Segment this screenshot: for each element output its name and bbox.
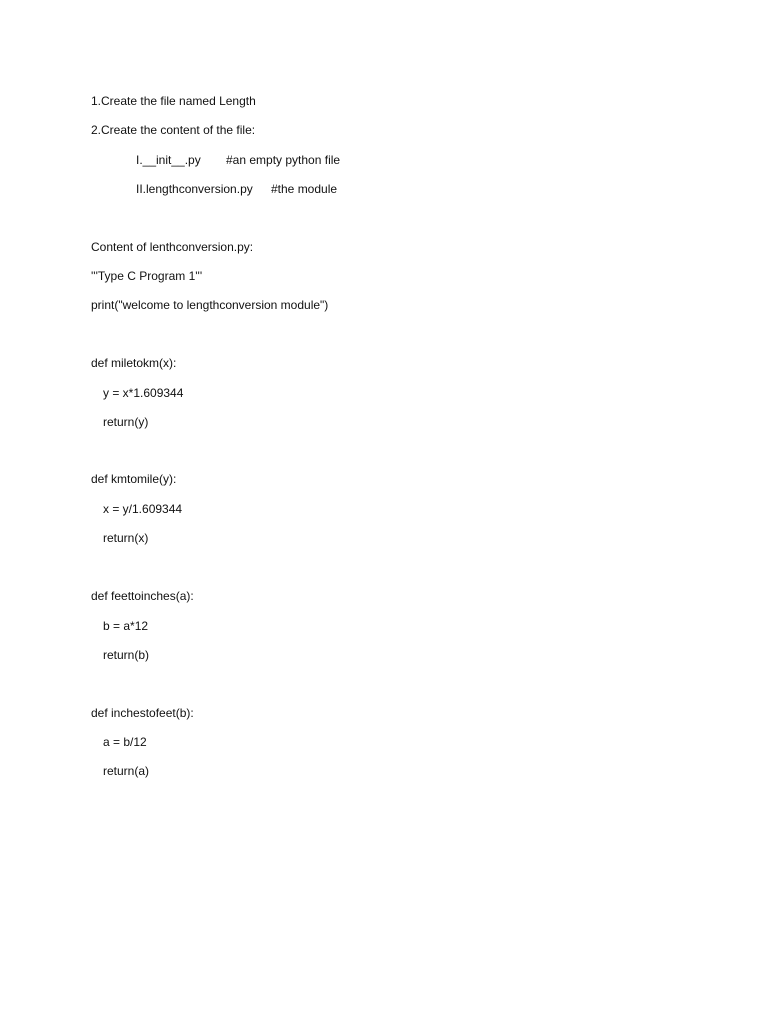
function-def-feettoinches: def feettoinches(a):: [91, 589, 194, 603]
print-statement: print("welcome to lengthconversion module"): [91, 298, 329, 312]
function-def-miletokm: def miletokm(x):: [91, 356, 177, 370]
file-1-comment: #an empty python file: [226, 153, 341, 167]
function-body-line: a = b/12: [103, 735, 147, 749]
docstring-line: '''Type C Program 1''': [91, 269, 203, 283]
function-def-inchestofeet: def inchestofeet(b):: [91, 706, 194, 720]
function-return-line: return(b): [103, 648, 150, 662]
function-body-line: x = y/1.609344: [103, 502, 183, 516]
file-1-name: I.__init__.py: [136, 153, 201, 167]
function-body-line: b = a*12: [103, 619, 149, 633]
function-body-line: y = x*1.609344: [103, 386, 184, 400]
file-2-name: II.lengthconversion.py: [136, 182, 253, 196]
step-1-text: 1.Create the file named Length: [91, 94, 256, 108]
function-return-line: return(a): [103, 764, 150, 778]
step-2-text: 2.Create the content of the file:: [91, 123, 256, 137]
function-return-line: return(x): [103, 531, 149, 545]
function-return-line: return(y): [103, 415, 149, 429]
function-def-kmtomile: def kmtomile(y):: [91, 472, 177, 486]
content-heading: Content of lenthconversion.py:: [91, 240, 254, 254]
file-2-comment: #the module: [271, 182, 338, 196]
